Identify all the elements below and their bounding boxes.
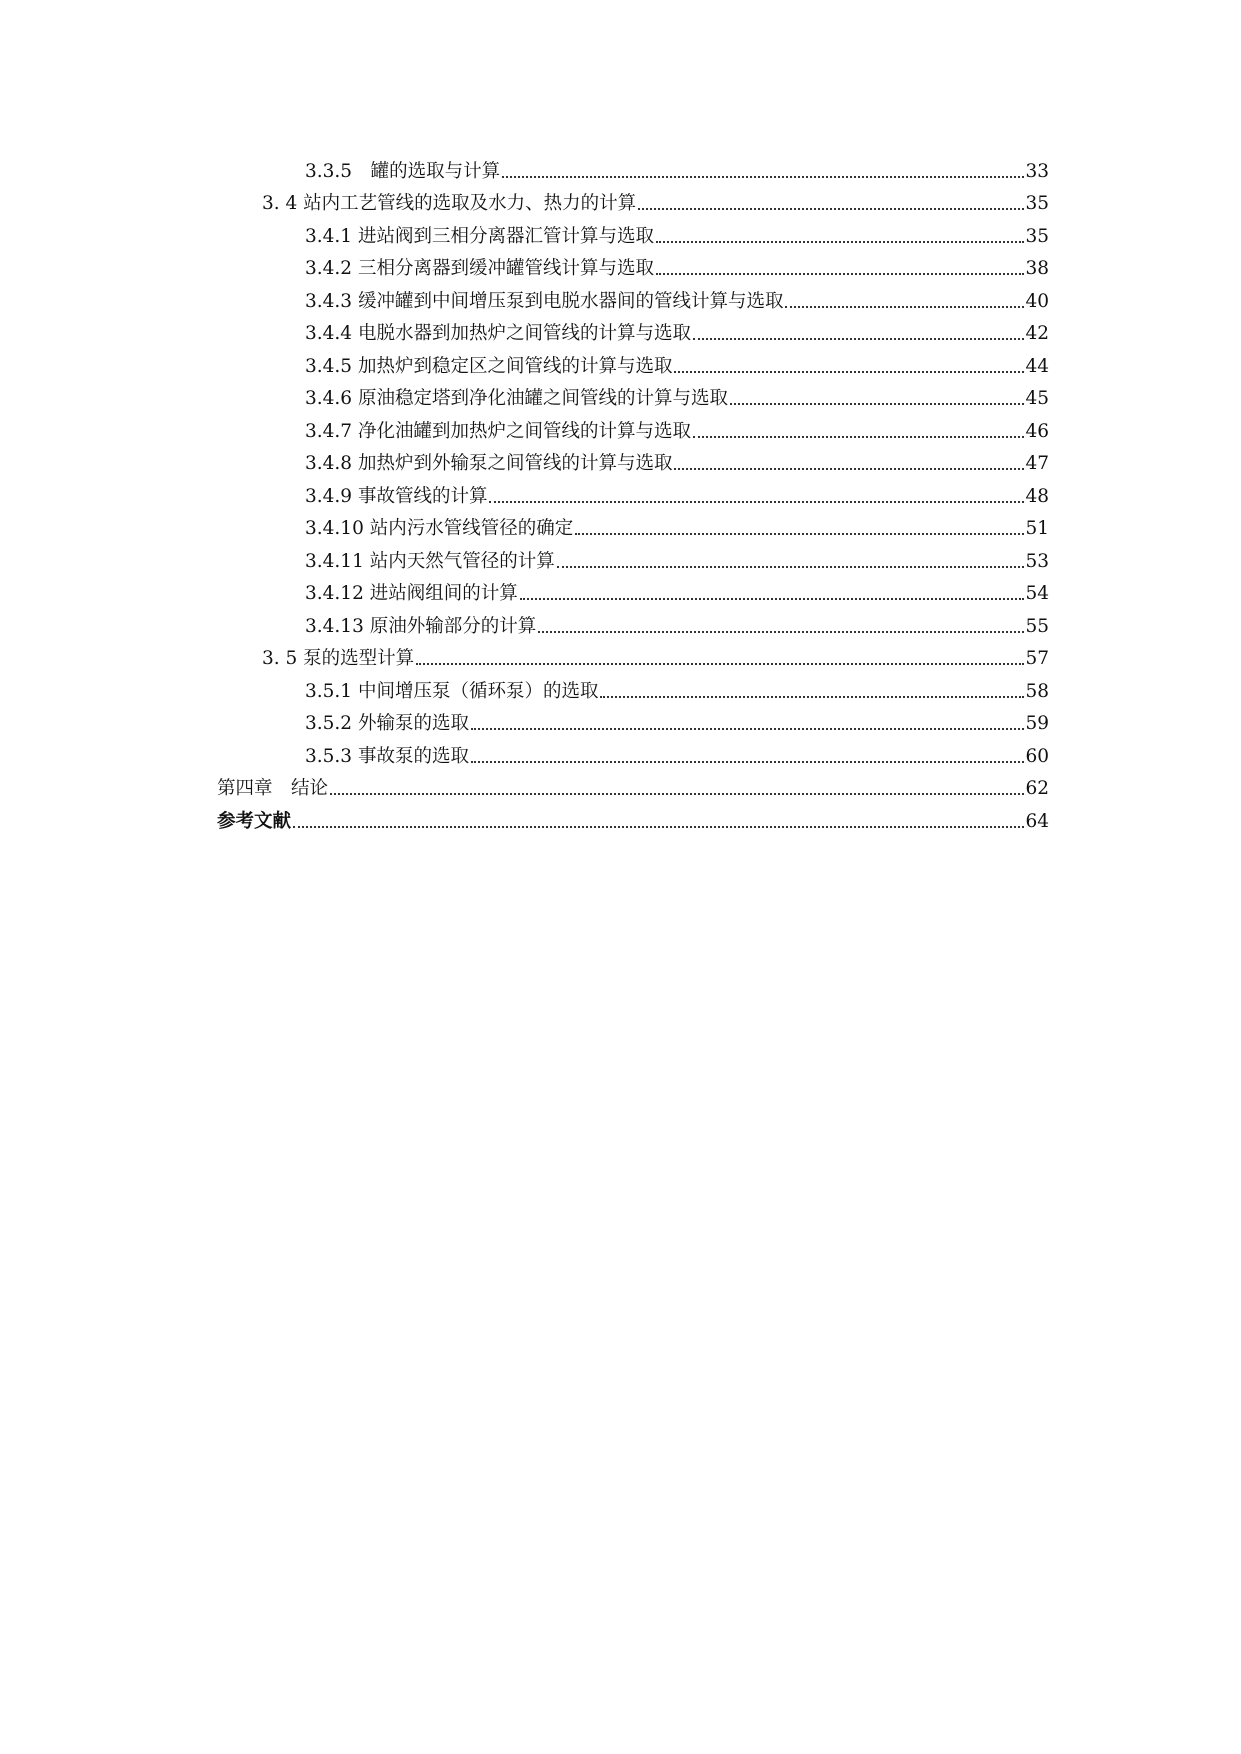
toc-entry-title: 3.4.7 净化油罐到加热炉之间管线的计算与选取 [305,420,691,442]
toc-entry[interactable] [0,670,1049,703]
toc-entry-title: 3.4.10 站内污水管线管径的确定 [305,518,574,539]
toc-leader-dots [520,598,1025,600]
toc-entry[interactable] [0,800,1049,833]
toc-entry-title: 3.4.4 电脱水器到加热炉之间管线的计算与选取 [305,323,691,344]
toc-leader-dots [416,663,1024,665]
toc-leader-dots [674,371,1024,373]
toc-leader-dots [502,176,1024,178]
toc-leader-dots [293,826,1024,828]
toc-entry-page: 33 [1025,160,1049,182]
toc-entry[interactable] [0,508,1049,541]
toc-entry-page: 64 [1025,810,1049,832]
toc-entry-page: 54 [1025,583,1049,604]
toc-leader-dots [693,338,1024,340]
toc-entry[interactable] [0,150,1049,183]
toc-entry-page: 35 [1025,193,1049,214]
toc-entry[interactable] [0,735,1049,768]
toc-leader-dots [575,533,1024,535]
toc-entry[interactable] [0,248,1049,281]
toc-entry[interactable] [0,378,1049,411]
toc-entry-title: 3.4.9 事故管线的计算 [305,485,488,507]
toc-entry-page: 62 [1025,778,1049,799]
toc-entry-title: 3.4.8 加热炉到外输泵之间管线的计算与选取 [305,453,673,474]
toc-entry-page: 55 [1025,615,1049,637]
toc-entry[interactable] [0,573,1049,606]
toc-entry[interactable] [0,410,1049,443]
toc-entry-title: 3.3.5 罐的选取与计算 [305,160,501,182]
toc-entry-page: 35 [1025,225,1049,247]
toc-leader-dots [600,696,1024,698]
toc-entry-title: 3. 5 泵的选型计算 [262,648,415,669]
toc-leader-dots [674,468,1024,470]
toc-entry-title: 3.4.6 原油稳定塔到净化油罐之间管线的计算与选取 [305,388,728,409]
toc-entry-title: 3.4.2 三相分离器到缓冲罐管线计算与选取 [305,258,654,279]
toc-leader-dots [538,631,1024,633]
toc-entry-page: 57 [1025,648,1049,669]
toc-leader-dots [656,273,1024,275]
toc-entry-page: 42 [1025,323,1049,344]
toc-leader-dots [330,793,1024,795]
toc-leader-dots [785,306,1024,308]
toc-entry-page: 53 [1025,550,1049,572]
toc-entry-title: 3.4.1 进站阀到三相分离器汇管计算与选取 [305,225,654,247]
toc-leader-dots [730,403,1024,405]
toc-entry-title: 3. 4 站内工艺管线的选取及水力、热力的计算 [262,193,637,214]
toc-entry-page: 47 [1025,453,1049,474]
toc-entry-page: 60 [1025,745,1049,767]
toc-entry-title: 3.4.13 原油外输部分的计算 [305,615,537,637]
toc-entry-title: 3.5.1 中间增压泵（循环泵）的选取 [305,680,599,702]
toc-entry-title: 3.4.3 缓冲罐到中间增压泵到电脱水器间的管线计算与选取 [305,290,784,312]
toc-entry-title: 3.4.5 加热炉到稳定区之间管线的计算与选取 [305,355,673,377]
toc-entry[interactable] [0,703,1049,736]
toc-entry-title: 参考文献 [217,810,292,832]
toc-entry-title: 3.4.12 进站阀组间的计算 [305,583,518,604]
toc-entry[interactable] [0,475,1049,508]
toc-entry[interactable] [0,280,1049,313]
toc-entry-page: 58 [1025,680,1049,702]
toc-leader-dots [638,208,1024,210]
toc-leader-dots [471,761,1024,763]
toc-leader-dots [656,241,1024,243]
toc-entry-page: 59 [1025,713,1049,734]
toc-entry-page: 51 [1025,518,1049,539]
toc-entry[interactable] [0,313,1049,346]
toc-entry-page: 48 [1025,485,1049,507]
toc-leader-dots [693,436,1024,438]
toc-leader-dots [489,501,1024,503]
toc-entry[interactable] [0,605,1049,638]
toc-entry[interactable] [0,215,1049,248]
toc-leader-dots [471,728,1024,730]
toc-entry[interactable] [0,443,1049,476]
toc-entry-title: 3.5.3 事故泵的选取 [305,745,469,767]
toc-entry-page: 44 [1025,355,1049,377]
toc-entry-title: 第四章 结论 [217,778,329,799]
toc-entry[interactable] [0,540,1049,573]
toc-entry[interactable] [0,638,1049,671]
toc-entry-page: 45 [1025,388,1049,409]
toc-entry[interactable] [0,345,1049,378]
toc-leader-dots [557,566,1025,568]
table-of-contents [0,150,1241,833]
toc-entry-title: 3.4.11 站内天然气管径的计算 [305,550,555,572]
toc-entry[interactable] [0,183,1049,216]
toc-entry-page: 46 [1025,420,1049,442]
toc-entry-page: 38 [1025,258,1049,279]
toc-entry-page: 40 [1025,290,1049,312]
toc-entry[interactable] [0,768,1049,801]
toc-entry-title: 3.5.2 外输泵的选取 [305,713,469,734]
